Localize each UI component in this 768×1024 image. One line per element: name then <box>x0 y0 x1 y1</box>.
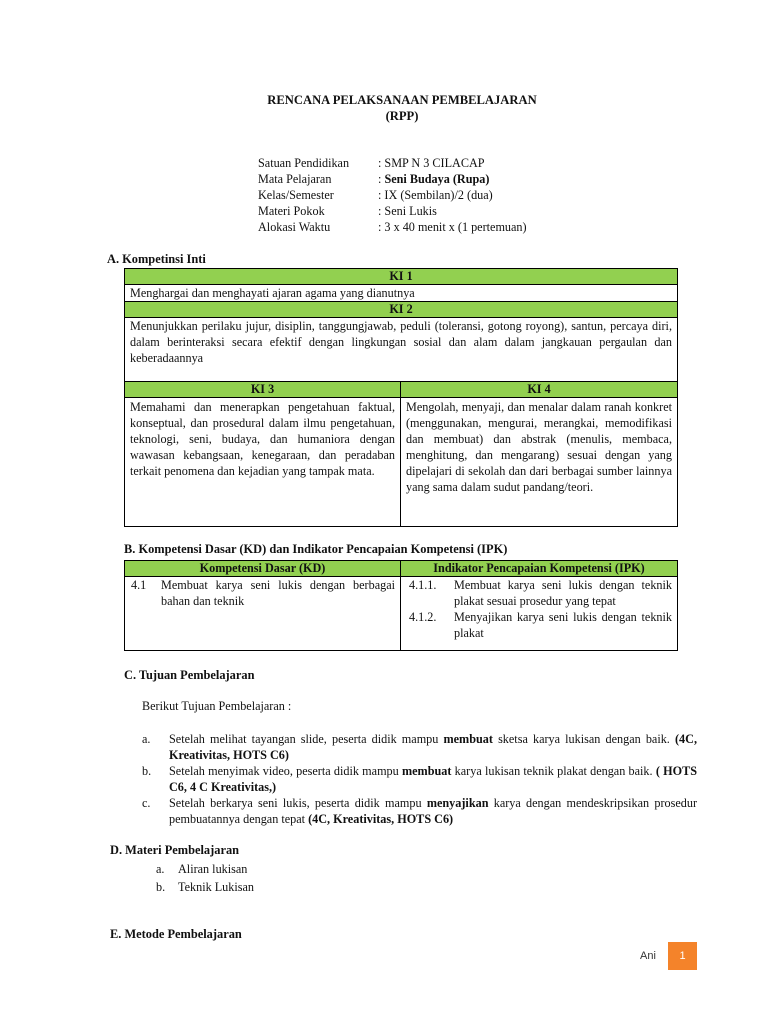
identity-block <box>258 155 527 235</box>
objective-pre: Setelah melihat tayangan slide, peserta didik mampu <box>169 732 444 746</box>
identity-label: Mata Pelajaran <box>258 172 332 186</box>
kd-text: Membuat karya seni lukis dengan berbagai bahan dan teknik <box>161 578 395 608</box>
materials-list <box>156 860 254 896</box>
list-marker: b. <box>142 764 152 778</box>
identity-label: Materi Pokok <box>258 204 325 218</box>
objective-verb: menyajikan <box>426 796 489 810</box>
list-marker: a. <box>142 732 151 746</box>
list-item <box>156 860 254 878</box>
ipk-text: Menyajikan karya seni lukis dengan teknik plakat <box>454 610 672 640</box>
identity-label: Alokasi Waktu <box>258 220 331 234</box>
kd-ipk-table <box>124 560 678 651</box>
ipk-number: 4.1.1. <box>409 578 437 592</box>
document-title <box>0 92 768 124</box>
objective-post: sketsa karya lukisan dengan baik. <box>492 732 675 746</box>
objective-post: karya dengan mendeskripsikan prosedur pembuatannya dengan tepat <box>169 796 698 826</box>
section-d-heading: D. Materi Pembelajaran <box>110 843 240 857</box>
identity-row <box>258 203 527 219</box>
section-c-intro: Berikut Tujuan Pembelajaran : <box>142 699 292 713</box>
list-marker: c. <box>142 796 151 810</box>
objective-tag: (4C, Kreativitas, HOTS C6) <box>308 812 454 826</box>
identity-value: : Seni Lukis <box>378 204 437 218</box>
kd-cell <box>125 577 401 651</box>
list-marker: a. <box>156 862 165 876</box>
objective-text <box>169 795 697 827</box>
title-line-2: (RPP) <box>385 109 419 123</box>
ipk-item <box>409 577 672 609</box>
identity-label: Satuan Pendidikan <box>258 156 350 170</box>
objective-text <box>169 731 697 763</box>
ipk-cell <box>401 577 678 651</box>
objective-verb: membuat <box>443 732 493 746</box>
identity-value: : 3 x 40 menit x (1 pertemuan) <box>378 220 527 234</box>
objective-pre: Setelah berkarya seni lukis, peserta didik mampu <box>169 796 427 810</box>
section-e-heading: E. Metode Pembelajaran <box>110 927 242 941</box>
kd-item <box>131 577 395 609</box>
identity-row <box>258 171 527 187</box>
identity-value: : SMP N 3 CILACAP <box>378 156 485 170</box>
objectives-list <box>142 731 697 827</box>
ipk-text: Membuat karya seni lukis dengan teknik plakat sesuai prosedur yang tepat <box>454 578 672 608</box>
section-c-heading: C. Tujuan Pembelajaran <box>124 668 255 682</box>
identity-label: Kelas/Semester <box>258 188 334 202</box>
identity-value: : Seni Budaya (Rupa) <box>378 172 490 186</box>
identity-row <box>258 155 527 171</box>
list-item <box>156 878 254 896</box>
material-text: Aliran lukisan <box>178 862 248 876</box>
list-item <box>142 731 697 763</box>
kd-header: Kompetensi Dasar (KD) <box>125 561 401 577</box>
identity-row <box>258 219 527 235</box>
ipk-header: Indikator Pencapaian Kompetensi (IPK) <box>401 561 678 577</box>
page-number-badge: 1 <box>668 942 697 970</box>
objective-verb: membuat <box>401 764 452 778</box>
ki3-text: Memahami dan menerapkan pengetahuan faktual, konseptual, dan prosedural dalam ilmu pengetahuan, teknologi, seni, budaya, dan humaniora dengan wawasan kebangsaan, kenegaraan, dan peradaban terkait penomena dan kejadian yang tampak mata. <box>125 398 401 527</box>
kompetensi-inti-table <box>124 268 678 527</box>
objective-text <box>169 763 697 795</box>
objective-pre: Setelah menyimak video, peserta didik mampu <box>169 764 402 778</box>
objective-tag: ( HOTS C6, 4 C Kreativitas,) <box>169 764 697 794</box>
ki1-header: KI 1 <box>125 269 678 285</box>
ki4-header: KI 4 <box>401 382 678 398</box>
material-text: Teknik Lukisan <box>178 880 254 894</box>
objective-post: karya lukisan teknik plakat dengan baik. <box>451 764 656 778</box>
identity-row <box>258 187 527 203</box>
ki2-header: KI 2 <box>125 302 678 318</box>
list-marker: b. <box>156 880 166 894</box>
ipk-item <box>409 609 672 641</box>
list-item <box>142 795 697 827</box>
kd-number: 4.1 <box>131 578 147 592</box>
section-a-heading: A. Kompetinsi Inti <box>107 252 206 266</box>
ki2-text: Menunjukkan perilaku jujur, disiplin, tanggungjawab, peduli (toleransi, gotong royong), santun, percaya diri, dalam berinteraksi secara efektif dengan lingkungan sosial dan alam dalam jangkauan pergaulan dan keberadaannya <box>125 318 678 382</box>
ipk-number: 4.1.2. <box>409 610 437 624</box>
footer-author: Ani <box>640 950 656 962</box>
section-b-heading: B. Kompetensi Dasar (KD) dan Indikator Pencapaian Kompetensi (IPK) <box>124 542 508 556</box>
objective-tag: (4C, Kreativitas, HOTS C6) <box>169 732 697 762</box>
ki3-header: KI 3 <box>125 382 401 398</box>
subject-name: Seni Budaya (Rupa) <box>384 172 490 186</box>
ki4-text: Mengolah, menyaji, dan menalar dalam ranah konkret (menggunakan, mengurai, merangkai, memodifikasi dan membuat) dan abstrak (menulis, membaca, menghitung, dan mengarang) sesuai dengan yang dipelajari di sekolah dan dari berbagai sumber lainnya yang sama dalam sudut pandang/teori. <box>401 398 678 527</box>
list-item <box>142 763 697 795</box>
ki1-text: Menghargai dan menghayati ajaran agama yang dianutnya <box>125 285 678 302</box>
title-line-1: RENCANA PELAKSANAAN PEMBELAJARAN <box>267 93 537 107</box>
identity-value: : IX (Sembilan)/2 (dua) <box>378 188 493 202</box>
